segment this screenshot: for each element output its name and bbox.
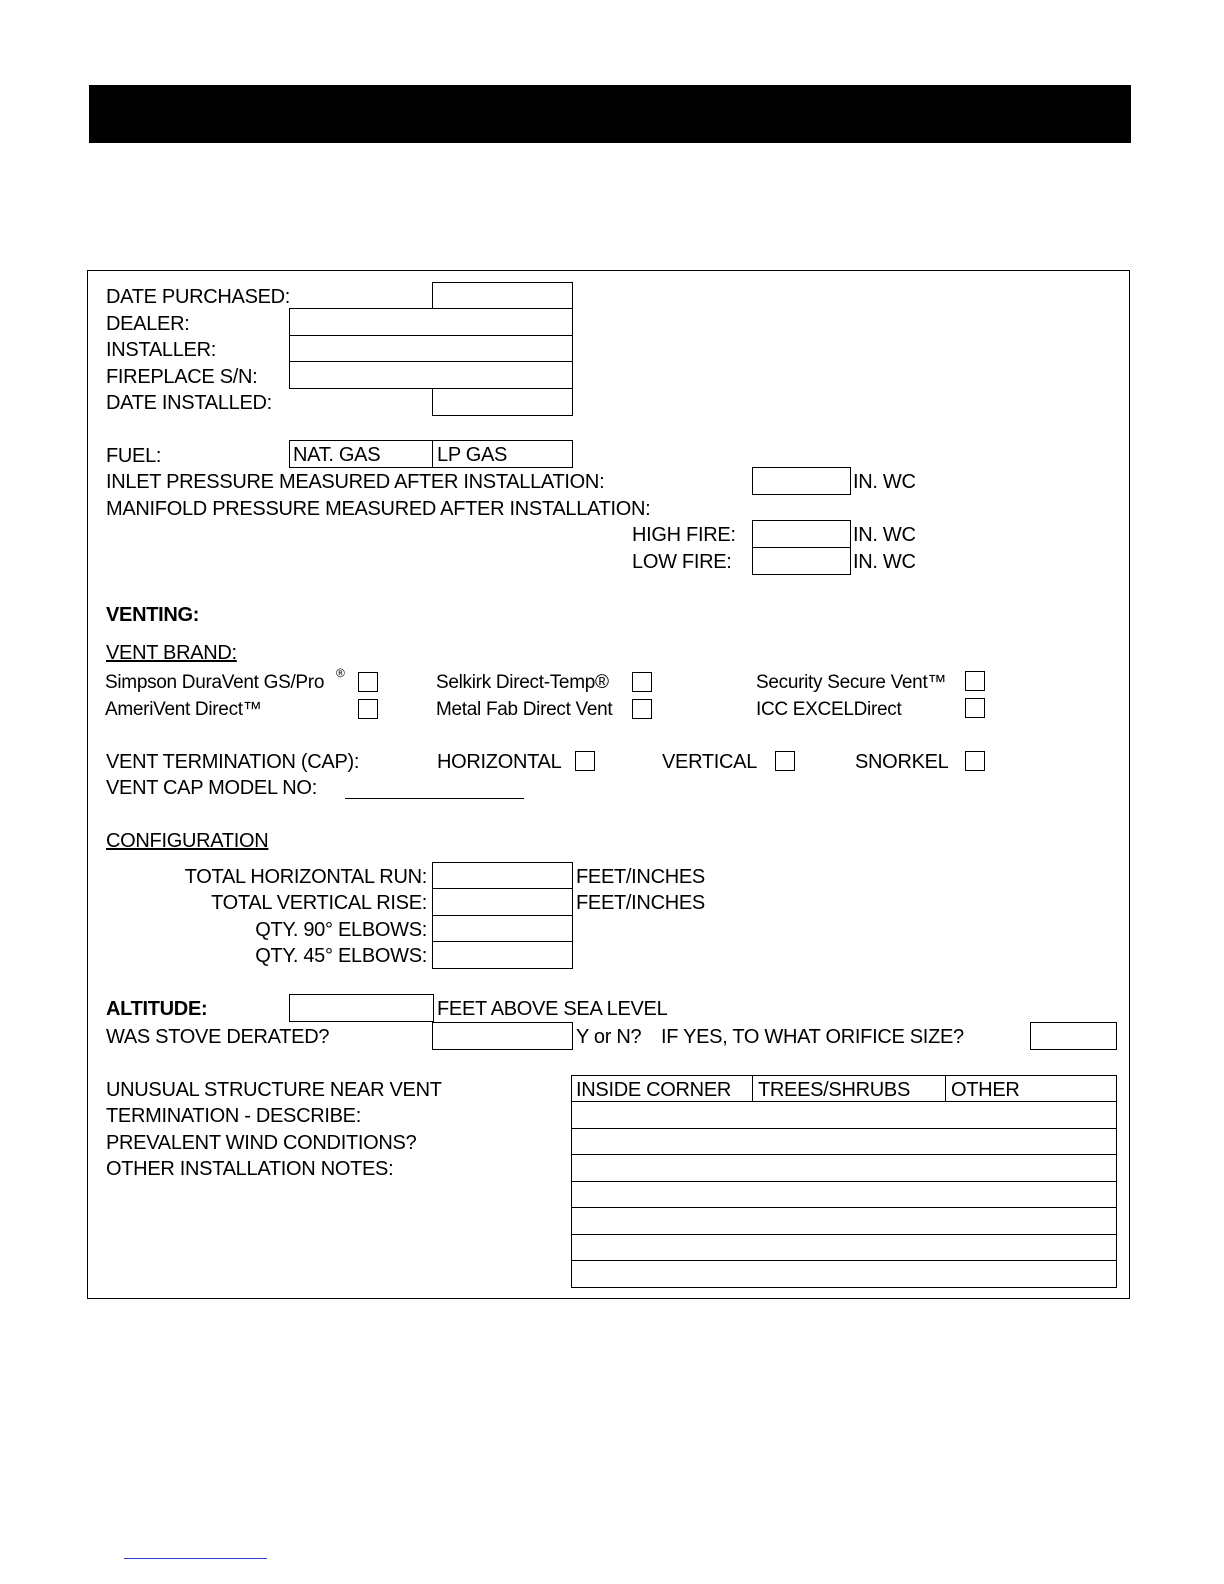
brand-metalfab-label: Metal Fab Direct Vent bbox=[436, 699, 613, 720]
brand-amerivent-label: AmeriVent Direct™ bbox=[105, 699, 262, 720]
serial-label: FIREPLACE S/N: bbox=[106, 366, 258, 388]
derated-yn-label: Y or N? bbox=[576, 1026, 642, 1048]
date-installed-field[interactable] bbox=[432, 388, 573, 416]
other-notes-label: OTHER INSTALLATION NOTES: bbox=[106, 1158, 394, 1180]
vent-termination-label: VENT TERMINATION (CAP): bbox=[106, 751, 360, 773]
trees-shrubs-label: TREES/SHRUBS bbox=[758, 1079, 910, 1101]
dealer-label: DEALER: bbox=[106, 313, 190, 335]
altitude-label: ALTITUDE: bbox=[106, 998, 208, 1020]
serial-field[interactable] bbox=[289, 361, 573, 389]
altitude-field[interactable] bbox=[289, 994, 434, 1022]
vertical-rise-label: TOTAL VERTICAL RISE: bbox=[211, 892, 427, 914]
termination-horizontal-checkbox[interactable] bbox=[575, 751, 595, 771]
notes-row[interactable] bbox=[571, 1260, 1117, 1288]
wind-conditions-label: PREVALENT WIND CONDITIONS? bbox=[106, 1132, 417, 1154]
orifice-label: IF YES, TO WHAT ORIFICE SIZE? bbox=[661, 1026, 964, 1048]
fuel-lp-gas-label: LP GAS bbox=[437, 444, 508, 466]
notes-row[interactable] bbox=[571, 1207, 1117, 1235]
termination-horizontal-label: HORIZONTAL bbox=[437, 751, 562, 773]
brand-icc-label: ICC EXCELDirect bbox=[756, 699, 902, 720]
dealer-field[interactable] bbox=[289, 308, 573, 336]
brand-simpson-label: Simpson DuraVent GS/Pro bbox=[105, 672, 325, 693]
notes-row[interactable] bbox=[571, 1234, 1117, 1262]
inside-corner-cell[interactable] bbox=[571, 1075, 754, 1103]
installer-field[interactable] bbox=[289, 335, 573, 363]
fuel-label: FUEL: bbox=[106, 445, 162, 467]
termination-snorkel-label: SNORKEL bbox=[855, 751, 949, 773]
notes-row[interactable] bbox=[571, 1101, 1117, 1129]
high-fire-field[interactable] bbox=[752, 520, 851, 548]
low-fire-field[interactable] bbox=[752, 547, 851, 575]
date-purchased-field[interactable] bbox=[432, 282, 573, 310]
brand-selkirk-checkbox[interactable] bbox=[632, 672, 652, 692]
derated-field[interactable] bbox=[432, 1022, 573, 1050]
configuration-heading: CONFIGURATION bbox=[106, 830, 269, 852]
brand-security-checkbox[interactable] bbox=[965, 671, 985, 691]
vent-brand-heading: VENT BRAND: bbox=[106, 642, 237, 664]
elbows-90-label: QTY. 90° ELBOWS: bbox=[255, 919, 427, 941]
venting-heading: VENTING: bbox=[106, 604, 200, 626]
brand-metalfab-checkbox[interactable] bbox=[632, 699, 652, 719]
vertical-rise-unit: FEET/INCHES bbox=[576, 892, 705, 914]
vent-cap-model-field[interactable] bbox=[345, 798, 524, 799]
altitude-unit: FEET ABOVE SEA LEVEL bbox=[437, 998, 668, 1020]
notes-row[interactable] bbox=[571, 1128, 1117, 1156]
inlet-pressure-field[interactable] bbox=[752, 467, 851, 495]
manifold-pressure-label: MANIFOLD PRESSURE MEASURED AFTER INSTALLATION: bbox=[106, 498, 651, 520]
low-fire-label: LOW FIRE: bbox=[632, 551, 732, 573]
inside-corner-label: INSIDE CORNER bbox=[576, 1079, 732, 1101]
vent-cap-model-label: VENT CAP MODEL NO: bbox=[106, 777, 317, 799]
horizontal-run-label: TOTAL HORIZONTAL RUN: bbox=[184, 866, 427, 888]
high-fire-label: HIGH FIRE: bbox=[632, 524, 736, 546]
notes-row[interactable] bbox=[571, 1154, 1117, 1182]
brand-simpson-checkbox[interactable] bbox=[358, 672, 378, 692]
brand-simpson-mark: ® bbox=[336, 666, 345, 680]
date-installed-label: DATE INSTALLED: bbox=[106, 392, 272, 414]
high-fire-unit: IN. WC bbox=[853, 524, 916, 546]
fuel-nat-gas-label: NAT. GAS bbox=[293, 444, 381, 466]
trees-shrubs-cell[interactable] bbox=[752, 1075, 947, 1103]
other-label: OTHER bbox=[951, 1079, 1020, 1101]
fuel-lp-gas-cell[interactable] bbox=[432, 440, 573, 468]
inlet-pressure-unit: IN. WC bbox=[853, 471, 916, 493]
fuel-nat-gas-cell[interactable] bbox=[289, 440, 434, 468]
orifice-field[interactable] bbox=[1030, 1022, 1117, 1050]
elbows-45-label: QTY. 45° ELBOWS: bbox=[255, 945, 427, 967]
header-bar bbox=[89, 85, 1131, 143]
horizontal-run-unit: FEET/INCHES bbox=[576, 866, 705, 888]
brand-security-label: Security Secure Vent™ bbox=[756, 672, 947, 693]
installer-label: INSTALLER: bbox=[106, 339, 216, 361]
termination-snorkel-checkbox[interactable] bbox=[965, 751, 985, 771]
derated-label: WAS STOVE DERATED? bbox=[106, 1026, 330, 1048]
brand-icc-checkbox[interactable] bbox=[965, 698, 985, 718]
brand-amerivent-checkbox[interactable] bbox=[358, 699, 378, 719]
termination-describe-label: TERMINATION - DESCRIBE: bbox=[106, 1105, 361, 1127]
termination-vertical-label: VERTICAL bbox=[662, 751, 758, 773]
inlet-pressure-label: INLET PRESSURE MEASURED AFTER INSTALLATION: bbox=[106, 471, 605, 493]
brand-selkirk-label: Selkirk Direct-Temp® bbox=[436, 672, 609, 693]
elbows-45-field[interactable] bbox=[432, 941, 573, 969]
vertical-rise-field[interactable] bbox=[432, 888, 573, 916]
termination-vertical-checkbox[interactable] bbox=[775, 751, 795, 771]
low-fire-unit: IN. WC bbox=[853, 551, 916, 573]
horizontal-run-field[interactable] bbox=[432, 862, 573, 890]
footer-link-underline[interactable] bbox=[124, 1558, 267, 1559]
other-cell[interactable] bbox=[945, 1075, 1117, 1103]
date-purchased-label: DATE PURCHASED: bbox=[106, 286, 291, 308]
notes-row[interactable] bbox=[571, 1181, 1117, 1209]
elbows-90-field[interactable] bbox=[432, 915, 573, 943]
unusual-structure-label: UNUSUAL STRUCTURE NEAR VENT bbox=[106, 1079, 442, 1101]
